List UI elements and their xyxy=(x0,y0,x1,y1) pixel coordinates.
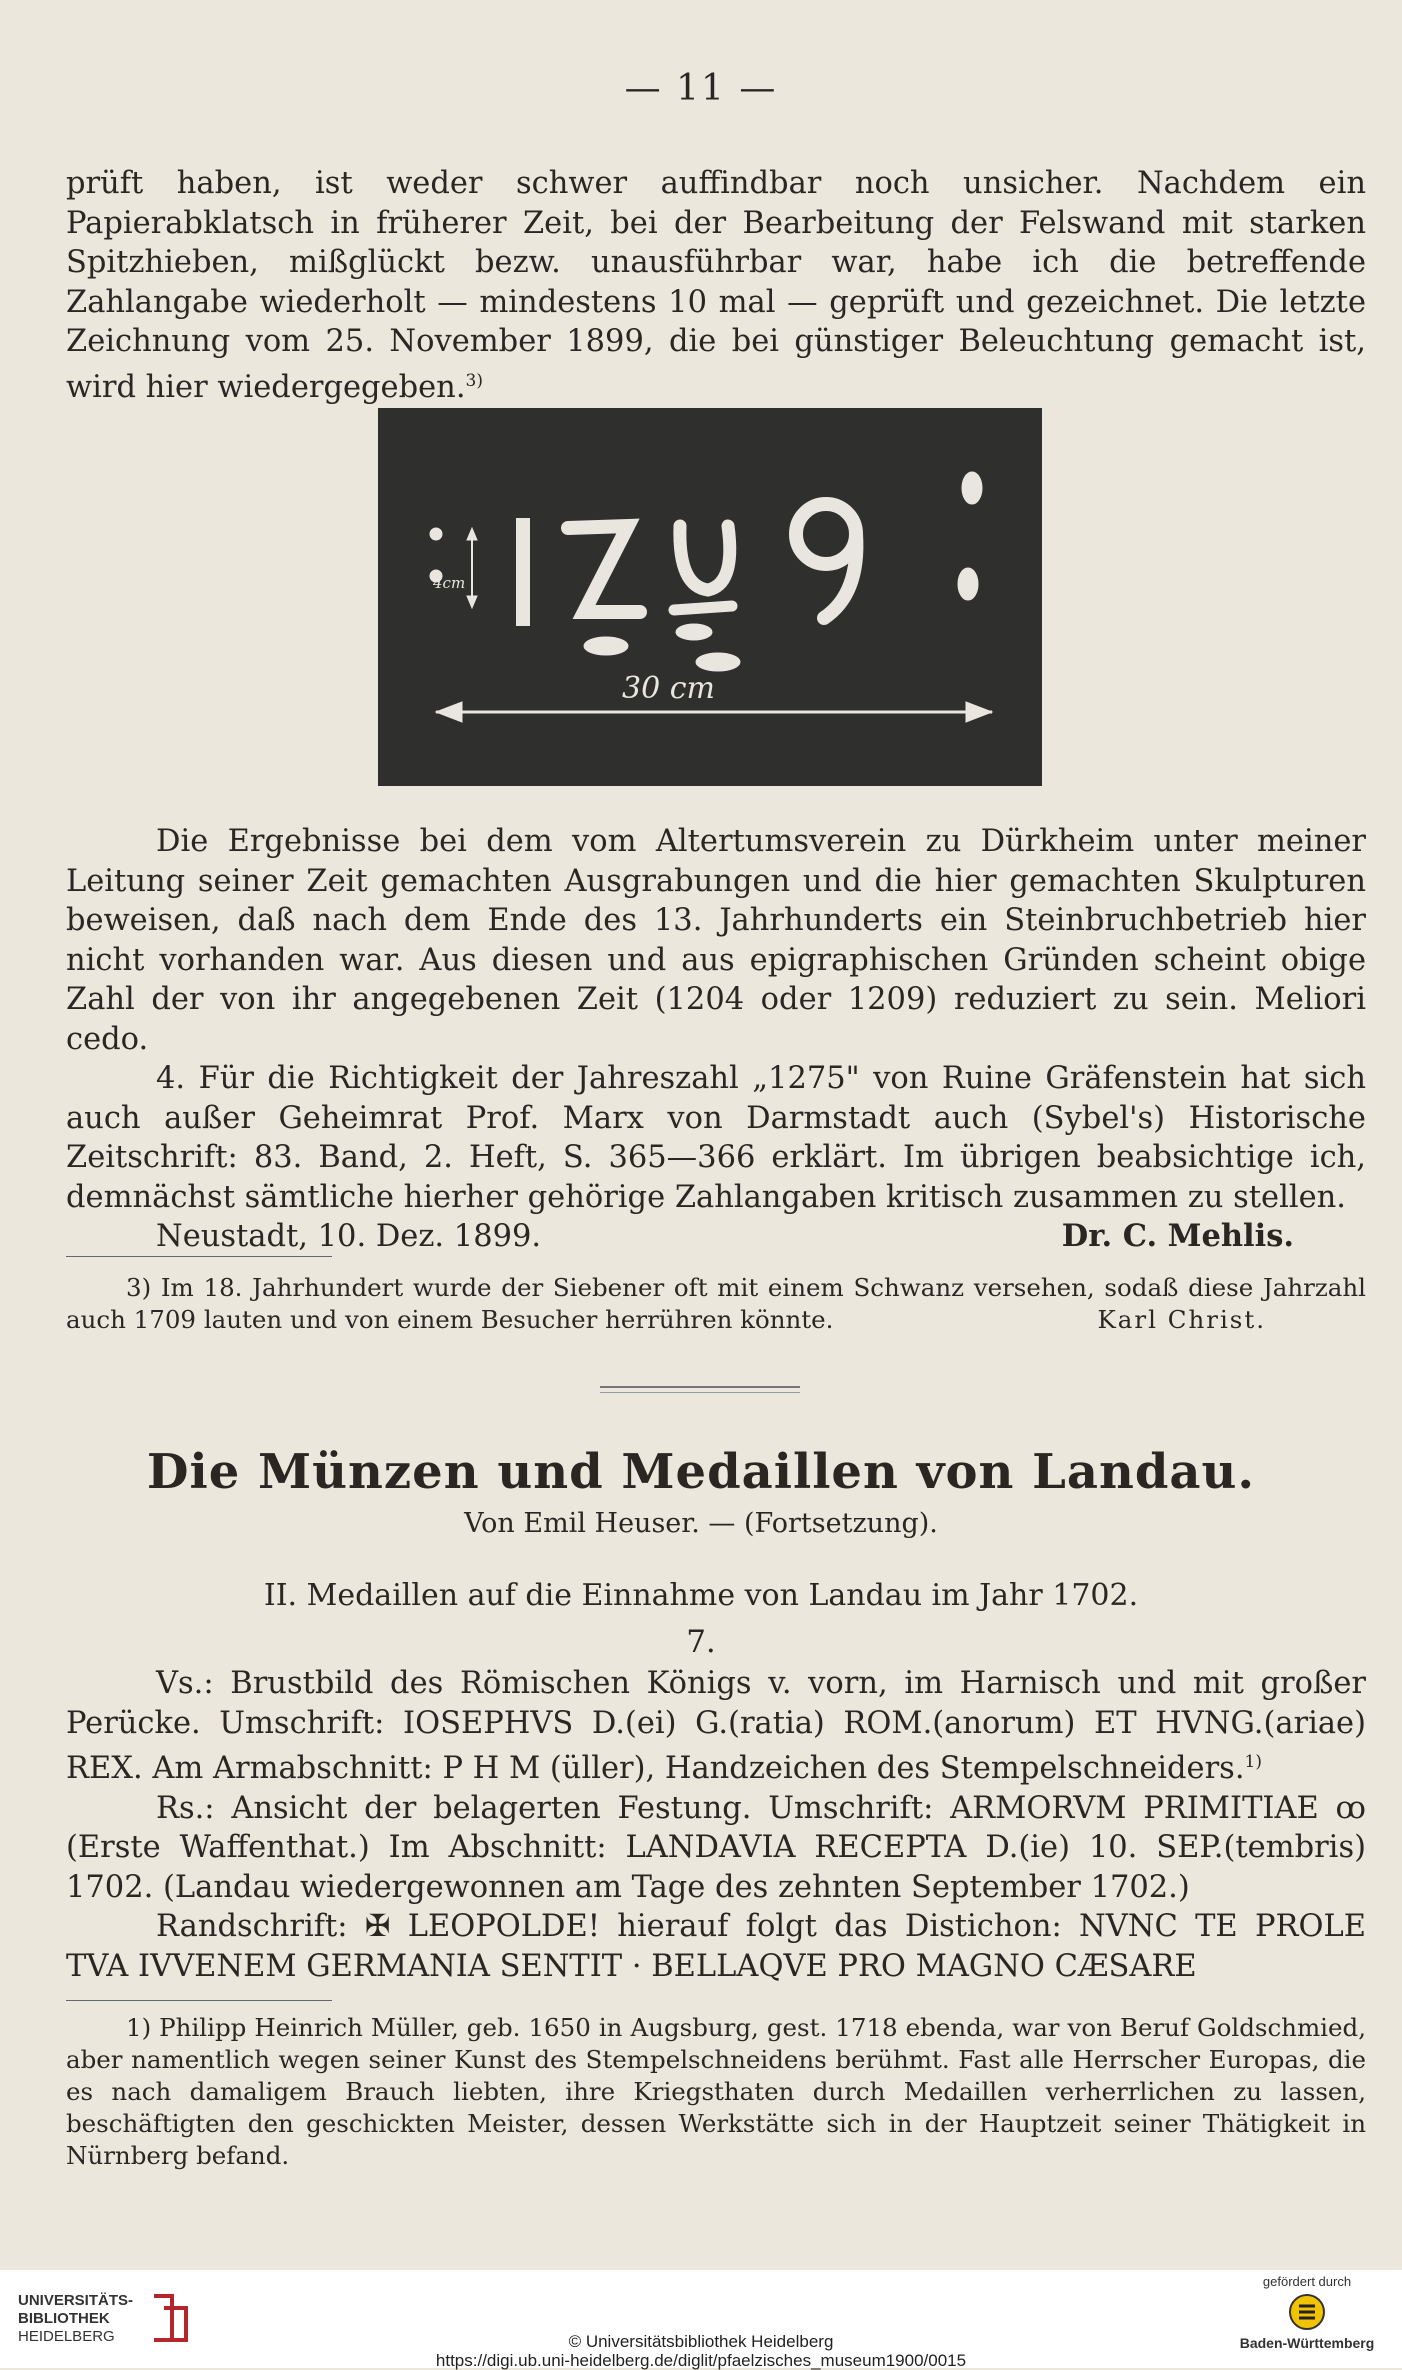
section-divider xyxy=(600,1386,800,1388)
place-date-line xyxy=(66,1217,1366,1257)
place-date: Neustadt, 10. Dez. 1899. xyxy=(156,1219,542,1254)
copyright-text: © Universitätsbibliothek Heidelberg xyxy=(568,2332,834,2351)
author-signature: Dr. C. Mehlis. xyxy=(1061,1218,1294,1254)
footer-bar xyxy=(0,2270,1402,2368)
section-heading: II. Medaillen auf die Einnahme von Landau im Jahr 1702. xyxy=(263,1578,1139,1613)
article-title: Die Münzen und Medaillen von Landau. xyxy=(146,1444,1256,1500)
section-divider-thin xyxy=(600,1392,800,1393)
funder-name: Baden-Württemberg xyxy=(1239,2335,1375,2351)
footnote-1-text: 1) Philipp Heinrich Müller, geb. 1650 in Augsburg, gest. 1718 ebenda, war von Beruf Goldschmied, aber namentlich wegen seiner Kunst des Stempelschneidens berühmt. Fast alle Herrscher Europas, die es nach damaligem Brauch liebten, ihre Kriegsthaten durch Medaillen verherrlichen zu lassen, beschäftigten den geschickten Meister, dessen Werkstätte sich in der Hauptzeit seiner Thätigkeit in Nürnberg befand. xyxy=(66,2013,1366,2170)
inscription-drawing xyxy=(378,408,1042,786)
paragraph-intro-text: prüft haben, ist weder schwer auffindbar noch unsicher. Nachdem ein Papierabklatsch in früherer Zeit, bei der Bearbeitung der Felswand mit starken Spitzhieben, mißglückt bezw. unausführbar war, habe ich die betreffende Zahlangabe wiederholt — mindestens 10 mal — geprüft und gezeichnet. Die letzte Zeichnung vom 25. November 1899, die bei günstiger Beleuchtung gemacht ist, wird hier wiedergegeben. xyxy=(66,166,1366,405)
item-number: 7. xyxy=(686,1624,716,1660)
source-url[interactable]: https://digi.ub.uni-heidelberg.de/diglit/pfaelzisches_museum1900/0015 xyxy=(435,2351,967,2370)
footnote-3 xyxy=(66,1272,1366,1336)
footnote-ref-1[interactable]: 1) xyxy=(1244,1752,1262,1772)
paragraph-obverse: Vs.: Brustbild des Römischen Königs v. vorn, im Harnisch und mit großer Perücke. Umschrift: IOSEPHVS D.(ei) G.(ratia) ROM.(anorum) ET HVNG.(ariae) REX. Am Armabschnitt: P H M (üller), Handzeichen des Stempelschneiders. xyxy=(66,1666,1366,1787)
inscription-figure xyxy=(378,408,1042,786)
footnote-ref-3[interactable]: 3) xyxy=(465,370,483,391)
page-number: — 11 — xyxy=(624,68,778,109)
footnote-rule xyxy=(66,1256,332,1257)
paragraph-point-4: 4. Für die Richtigkeit der Jahreszahl „1275" von Ruine Gräfenstein hat sich auch außer Geheimrat Prof. Marx von Darmstadt auch (Sybel's) Historische Zeitschrift: 83. Band, 2. Heft, S. 365—366 erklärt. Im übrigen beabsichtige ich, demnächst sämtliche hierher gehörige Zahlangaben kritisch zusammen zu stellen. xyxy=(66,1061,1366,1215)
height-label: 4cm xyxy=(433,574,466,592)
body-section-2 xyxy=(66,1664,1366,1986)
paragraph-reverse: Rs.: Ansicht der belagerten Festung. Umschrift: ARMORVM PRIMITIAE ꝏ (Erste Waffenthat.) Im Abschnitt: LANDAVIA RECEPTA D.(ie) 10. SEP.(tembris) 1702. (Landau wiedergewonnen am Tage des zehnten September 1702.) xyxy=(66,1790,1366,1905)
paragraph-results: Die Ergebnisse bei dem vom Altertumsverein zu Dürkheim unter meiner Leitung seiner Zeit gemachten Ausgrabungen und die hier gemachten Skulpturen beweisen, daß nach dem Ende des 13. Jahrhunderts ein Steinbruchbetrieb hier nicht vorhanden war. Aus diesen und aus epigraphischen Gründen scheint obige Zahl der von ihr angegebenen Zeit (1204 oder 1209) reduziert zu sein. Meliori cedo. xyxy=(66,824,1366,1057)
footnote-3-text: 3) Im 18. Jahrhundert wurde der Siebener oft mit einem Schwanz versehen, sodaß diese Jahrzahl auch 1709 lauten und von einem Besucher herrühren könnte. xyxy=(66,1273,1366,1334)
footnote-rule-2 xyxy=(66,2000,332,2001)
paragraph-intro xyxy=(66,164,1366,407)
copyright-block xyxy=(0,2332,1402,2370)
funded-by-label: gefördert durch xyxy=(1262,2274,1352,2289)
body-section-1 xyxy=(66,822,1366,1257)
library-line-3: HEIDELBERG xyxy=(18,2328,115,2345)
library-line-2: BIBLIOTHEK xyxy=(18,2310,110,2327)
state-coat-of-arms-icon xyxy=(1287,2292,1327,2332)
article-byline: Von Emil Heuser. — (Fortsetzung). xyxy=(464,1508,938,1539)
paragraph-edge-inscription: Randschrift: ✠ LEOPOLDE! hierauf folgt das Distichon: NVNC TE PROLE TVA IVVENEM GERMANIA SENTIT · BELLAQVE PRO MAGNO CÆSARE xyxy=(66,1909,1366,1984)
footnote-1 xyxy=(66,2012,1366,2172)
library-line-1: UNIVERSITÄTS- xyxy=(18,2292,134,2309)
width-label: 30 cm xyxy=(622,671,715,706)
footnote-3-signature: Karl Christ. xyxy=(1097,1305,1266,1334)
funder-block xyxy=(1232,2274,1382,2351)
